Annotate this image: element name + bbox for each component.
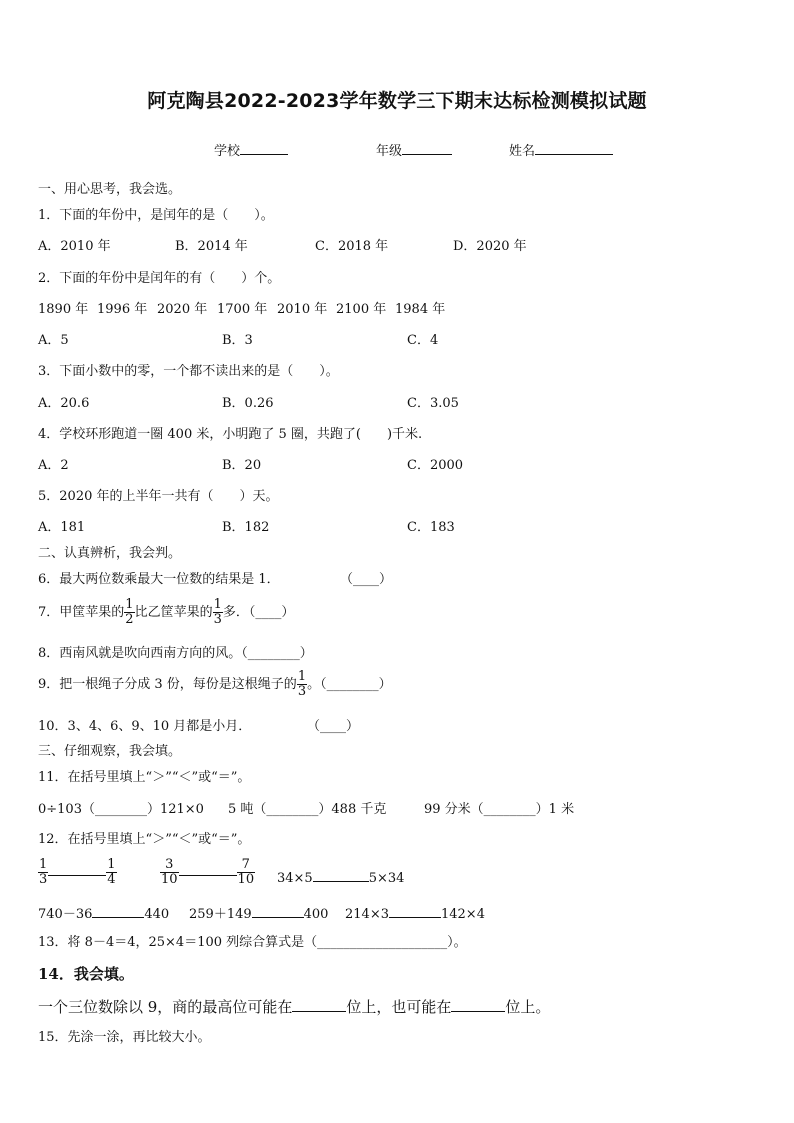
q7-pre: 7．甲筐苹果的 bbox=[38, 605, 125, 620]
page-title: 阿克陶县2022-2023学年数学三下期末达标检测模拟试题 bbox=[147, 90, 647, 112]
name-blank[interactable] bbox=[535, 141, 613, 155]
school-label: 学校 bbox=[214, 144, 241, 159]
school-blank[interactable] bbox=[240, 141, 288, 155]
q14-blank-2[interactable] bbox=[451, 996, 505, 1012]
q12-e-left: 259＋149 bbox=[189, 907, 252, 922]
q6-answer-paren[interactable]: （____） bbox=[340, 572, 393, 587]
q10-text: 10．3、4、6、9、10 月都是小月． bbox=[38, 719, 252, 734]
q14-blank-1[interactable] bbox=[292, 996, 346, 1012]
q4-option-b[interactable]: B．20 bbox=[222, 458, 262, 473]
q1-option-a[interactable]: A．2010 年 bbox=[38, 239, 111, 254]
q4-option-a[interactable]: A．2 bbox=[38, 458, 69, 473]
q10-answer-paren[interactable]: （____） bbox=[307, 719, 360, 734]
grade-label: 年级 bbox=[376, 144, 403, 159]
q3-option-a[interactable]: A．20.6 bbox=[38, 396, 90, 411]
q5-option-a[interactable]: A．181 bbox=[38, 520, 86, 535]
q12-a-right-fraction: $\frac{1}{4}$ bbox=[107, 857, 116, 887]
q4-stem: 4．学校环形跑道一圈 400 米，小明跑了 5 圈，共跑了( )千米. bbox=[38, 427, 423, 442]
section-1-heading: 一、用心思考，我会选。 bbox=[38, 182, 182, 197]
section-2-heading: 二、认真辨析，我会判。 bbox=[38, 546, 182, 561]
q9-fraction: $\frac{1}{3}$ bbox=[297, 669, 307, 699]
q11-item-3[interactable]: 99 分米（________）1 米 bbox=[424, 802, 575, 817]
q2-year-3: 2020 年 bbox=[157, 302, 208, 317]
q12-b-blank[interactable] bbox=[179, 862, 237, 876]
q9-post[interactable]: 。（________） bbox=[307, 677, 392, 692]
q9-line bbox=[38, 670, 392, 699]
q2-year-6: 2100 年 bbox=[336, 302, 387, 317]
q12-compare-a bbox=[38, 858, 117, 887]
q12-compare-e bbox=[189, 904, 328, 924]
q5-stem: 5．2020 年的上半年一共有（ ）天。 bbox=[38, 489, 279, 504]
q1-option-c[interactable]: C．2018 年 bbox=[315, 239, 389, 254]
q8-text: 8．西南风就是吹向西南方向的风。（________） bbox=[38, 646, 313, 661]
q11-item-2[interactable]: 5 吨（________）488 千克 bbox=[228, 802, 387, 817]
q14-part-3: 位上。 bbox=[505, 998, 551, 1016]
q12-c-right: 5×34 bbox=[368, 871, 405, 886]
q12-d-right: 440 bbox=[144, 907, 170, 922]
q3-option-c[interactable]: C．3.05 bbox=[407, 396, 459, 411]
q12-compare-b bbox=[160, 858, 255, 887]
q12-a-left-fraction: $\frac{1}{3}$ bbox=[39, 857, 48, 887]
name-field[interactable] bbox=[509, 141, 613, 161]
q2-option-a[interactable]: A．5 bbox=[38, 333, 69, 348]
q12-c-blank[interactable] bbox=[313, 868, 369, 882]
grade-blank[interactable] bbox=[402, 141, 452, 155]
q14-part-1: 一个三位数除以 9，商的最高位可能在 bbox=[38, 998, 293, 1016]
q3-stem: 3．下面小数中的零，一个都不读出来的是（ ）。 bbox=[38, 364, 339, 379]
q2-year-1: 1890 年 bbox=[38, 302, 89, 317]
q12-a-blank[interactable] bbox=[48, 862, 106, 876]
q14-line bbox=[38, 996, 550, 1017]
q2-year-2: 1996 年 bbox=[97, 302, 148, 317]
q5-option-b[interactable]: B．182 bbox=[222, 520, 270, 535]
q12-compare-d bbox=[38, 904, 169, 924]
q2-option-c[interactable]: C．4 bbox=[407, 333, 439, 348]
q2-option-b[interactable]: B．3 bbox=[222, 333, 253, 348]
q12-b-left-fraction: $\frac{3}{10}$ bbox=[161, 857, 178, 887]
q7-post[interactable]: 多．（____） bbox=[222, 605, 295, 620]
q2-year-5: 2010 年 bbox=[277, 302, 328, 317]
q12-b-right-fraction: $\frac{7}{10}$ bbox=[237, 857, 255, 887]
q6-text: 6．最大两位数乘最大一位数的结果是 1． bbox=[38, 572, 280, 587]
q1-stem: 1．下面的年份中，是闰年的是（ ）。 bbox=[38, 208, 274, 223]
q14-part-2: 位上，也可能在 bbox=[346, 998, 452, 1016]
q1-option-d[interactable]: D．2020 年 bbox=[453, 239, 527, 254]
q12-d-blank[interactable] bbox=[92, 904, 144, 918]
q2-year-7: 1984 年 bbox=[395, 302, 446, 317]
q14-stem: 14．我会填。 bbox=[38, 965, 134, 983]
q4-option-c[interactable]: C．2000 bbox=[407, 458, 464, 473]
q11-item-1[interactable]: 0÷103（________）121×0 bbox=[38, 802, 204, 817]
q7-mid: 比乙筐苹果的 bbox=[134, 605, 213, 620]
q2-stem: 2．下面的年份中是闰年的有（ ）个。 bbox=[38, 271, 281, 286]
school-field[interactable] bbox=[214, 141, 288, 161]
section-3-heading: 三、仔细观察，我会填。 bbox=[38, 744, 182, 759]
q3-option-b[interactable]: B．0.26 bbox=[222, 396, 274, 411]
q13-text[interactable]: 13．将 8－4＝4，25×4＝100 列综合算式是（____________________）。 bbox=[38, 935, 467, 950]
q15-stem: 15．先涂一涂，再比较大小。 bbox=[38, 1030, 211, 1045]
q7-line bbox=[38, 598, 294, 627]
q12-c-left: 34×5 bbox=[277, 871, 313, 886]
q12-e-blank[interactable] bbox=[252, 904, 304, 918]
q12-f-blank[interactable] bbox=[389, 904, 441, 918]
name-label: 姓名 bbox=[509, 144, 536, 159]
q12-compare-c bbox=[277, 868, 404, 888]
q12-stem: 12．在括号里填上“＞”“＜”或“＝”。 bbox=[38, 832, 251, 847]
q7-fraction-1: $\frac{1}{2}$ bbox=[125, 597, 134, 627]
q9-pre: 9．把一根绳子分成 3 份，每份是这根绳子的 bbox=[38, 677, 297, 692]
q2-year-4: 1700 年 bbox=[217, 302, 268, 317]
q1-option-b[interactable]: B．2014 年 bbox=[175, 239, 248, 254]
q12-compare-f bbox=[345, 904, 485, 924]
q12-e-right: 400 bbox=[303, 907, 329, 922]
q12-f-right: 142×4 bbox=[440, 907, 485, 922]
q12-f-left: 214×3 bbox=[345, 907, 389, 922]
q5-option-c[interactable]: C．183 bbox=[407, 520, 455, 535]
grade-field[interactable] bbox=[376, 141, 452, 161]
q7-fraction-2: $\frac{1}{3}$ bbox=[213, 597, 222, 627]
q11-stem: 11．在括号里填上“＞”“＜”或“＝”。 bbox=[38, 770, 251, 785]
q12-d-left: 740－36 bbox=[38, 907, 93, 922]
